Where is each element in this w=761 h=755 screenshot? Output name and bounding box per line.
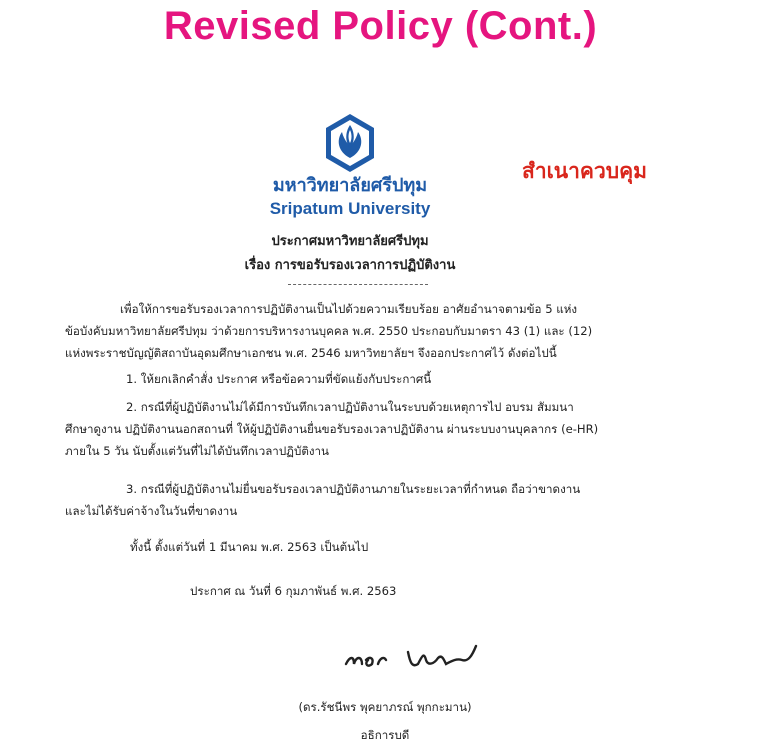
- policy-item-3-cont: และไม่ได้รับค่าจ้างในวันที่ขาดงาน: [65, 504, 238, 518]
- university-logo-icon: [322, 112, 378, 174]
- body-paragraph-line: แห่งพระราชบัญญัติสถาบันอุดมศึกษาเอกชน พ.ศ. 2546 มหาวิทยาลัยฯ จึงออกประกาศไว้ ดังต่อไปนี้: [65, 346, 557, 360]
- heading-divider: [288, 284, 428, 285]
- policy-item-2: 2. กรณีที่ผู้ปฏิบัติงานไม่ได้มีการบันทึกเวลาปฏิบัติงานในระบบด้วยเหตุการไป อบรม สัมมนา: [126, 400, 574, 414]
- policy-item-2-cont: ภายใน 5 วัน นับตั้งแต่วันที่ไม่ได้บันทึกเวลาปฏิบัติงาน: [65, 444, 329, 458]
- signer-title: อธิการบดี: [360, 728, 410, 742]
- slide-title: Revised Policy (Cont.): [163, 4, 598, 48]
- university-name-english: Sripatum University: [269, 199, 431, 218]
- announcement-heading: ประกาศมหาวิทยาลัยศรีปทุม: [271, 234, 429, 249]
- president-signature: [338, 638, 488, 678]
- policy-item-3: 3. กรณีที่ผู้ปฏิบัติงานไม่ยื่นขอรับรองเวลาปฏิบัติงานภายในระยะเวลาที่กำหนด ถือว่าขาดงาน: [126, 482, 581, 496]
- signer-name: (ดร.รัชนีพร พุคยาภรณ์ พุกกะมาน): [298, 700, 472, 714]
- university-name-thai: มหาวิทยาลัยศรีปทุม: [272, 175, 428, 196]
- body-paragraph-line: เพื่อให้การขอรับรองเวลาการปฏิบัติงานเป็นไปด้วยความเรียบร้อย อาศัยอำนาจตามข้อ 5 แห่ง: [120, 302, 578, 316]
- policy-item-2-cont: ศึกษาดูงาน ปฏิบัติงานนอกสถานที่ ให้ผู้ปฏิบัติงานยื่นขอรับรองเวลาปฏิบัติงาน ผ่านระบบงานบุคลากร (e-HR): [65, 422, 599, 436]
- body-paragraph-line: ข้อบังคับมหาวิทยาลัยศรีปทุม ว่าด้วยการบริหารงานบุคคล พ.ศ. 2550 ประกอบกับมาตรา 43 (1) และ (12): [65, 324, 593, 338]
- policy-item-1: 1. ให้ยกเลิกคำสั่ง ประกาศ หรือข้อความที่ขัดแย้งกับประกาศนี้: [126, 372, 432, 386]
- controlled-copy-stamp: สำเนาควบคุม: [522, 159, 647, 183]
- announcement-subject: เรื่อง การขอรับรองเวลาการปฏิบัติงาน: [244, 258, 456, 273]
- effective-date: ทั้งนี้ ตั้งแต่วันที่ 1 มีนาคม พ.ศ. 2563 เป็นต้นไป: [130, 540, 369, 554]
- announcement-date: ประกาศ ณ วันที่ 6 กุมภาพันธ์ พ.ศ. 2563: [190, 584, 397, 598]
